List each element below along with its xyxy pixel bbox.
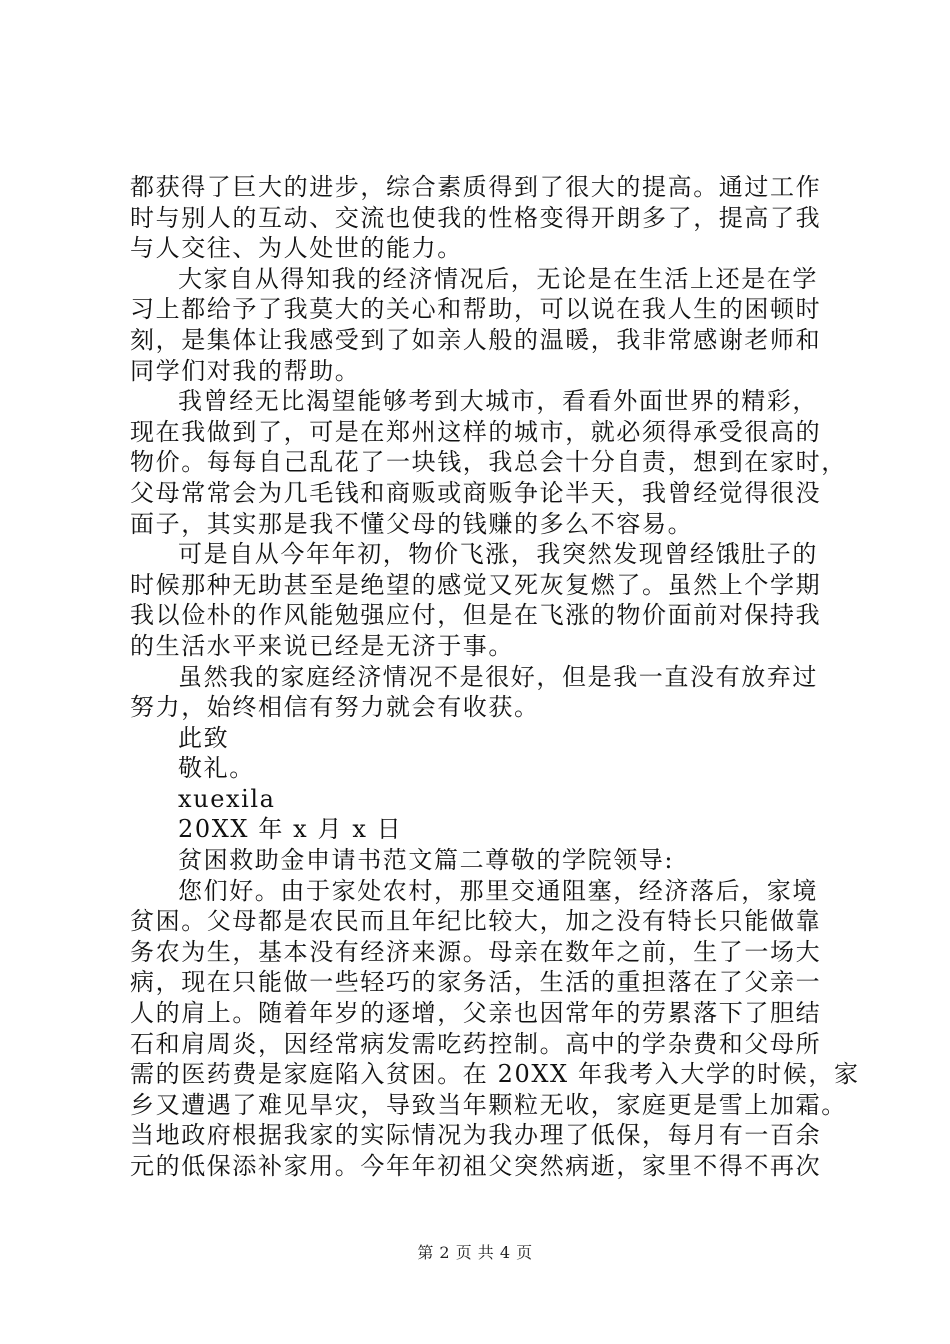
text-line: 元的低保添补家用。今年年初祖父突然病逝，家里不得不再次 [130,1152,822,1180]
text-line: 敬礼。 [178,754,255,783]
text-line: 的生活水平来说已经是无济于事。 [130,631,514,660]
text-line: 我曾经无比渴望能够考到大城市，看看外面世界的精彩， [178,387,818,416]
text-line: 我以俭朴的作风能勉强应付，但是在飞涨的物价面前对保持我 [130,601,822,630]
text-line: 当地政府根据我家的实际情况为我办理了低保，每月有一百余 [130,1121,822,1150]
text-line: 习上都给予了我莫大的关心和帮助，可以说在我人生的困顿时 [130,295,822,324]
text-line: 务农为生，基本没有经济来源。母亲在数年之前，生了一场大 [130,937,822,966]
text-line: 乡又遭遇了难见旱灾，导致当年颗粒无收，家庭更是雪上加霜。 [130,1090,847,1119]
text-line: 父母常常会为几毛钱和商贩或商贩争论半天，我曾经觉得很没 [130,478,822,507]
page-footer: 第 2 页 共 4 页 [417,1243,533,1262]
text-line: 面子，其实那是我不懂父母的钱赚的多么不容易。 [130,509,694,538]
text-line: 努力，始终相信有努力就会有收获。 [130,693,540,722]
text-line: 虽然我的家庭经济情况不是很好，但是我一直没有放弃过 [178,662,818,691]
text-line: 都获得了巨大的进步，综合素质得到了很大的提高。通过工作 [130,173,822,201]
text-line: 大家自从得知我的经济情况后，无论是在生活上还是在学 [178,264,818,293]
document-body [130,172,860,1182]
text-line: 石和肩周炎，因经常病发需吃药控制。高中的学杂费和父母所 [130,1029,822,1058]
text-line: 时候那种无助甚至是绝望的感觉又死灰复燃了。虽然上个学期 [130,570,822,599]
text-line: 贫困救助金申请书范文篇二尊敬的学院领导: [178,846,675,875]
text-line: 与人交往、为人处世的能力。 [130,234,463,263]
text-line: 人的肩上。随着年岁的逐增，父亲也因常年的劳累落下了胆结 [130,999,822,1028]
text-line: 20XX 年 x 月 x 日 [178,815,403,844]
text-line: 时与别人的互动、交流也使我的性格变得开朗多了，提高了我 [130,203,822,232]
text-line: 现在我做到了，可是在郑州这样的城市，就必须得承受很高的 [130,417,822,446]
text-line: 可是自从今年年初，物价飞涨，我突然发现曾经饿肚子的 [178,540,818,569]
text-line: 病，现在只能做一些轻巧的家务活，生活的重担落在了父亲一 [130,968,822,997]
text-line: 此致 [178,723,230,752]
text-line: 需的医药费是家庭陷入贫困。在 20XX 年我考入大学的时候，家 [130,1060,860,1089]
text-line: 物价。每每自己乱花了一块钱，我总会十分自责，想到在家时， [130,448,847,477]
text-line: xuexila [178,784,276,813]
text-line: 贫困。父母都是农民而且年纪比较大，加之没有特长只能做靠 [130,907,822,936]
text-line: 您们好。由于家处农村，那里交通阻塞，经济落后，家境 [178,876,818,905]
text-line: 刻，是集体让我感受到了如亲人般的温暖，我非常感谢老师和 [130,325,822,354]
text-line: 同学们对我的帮助。 [130,356,361,385]
